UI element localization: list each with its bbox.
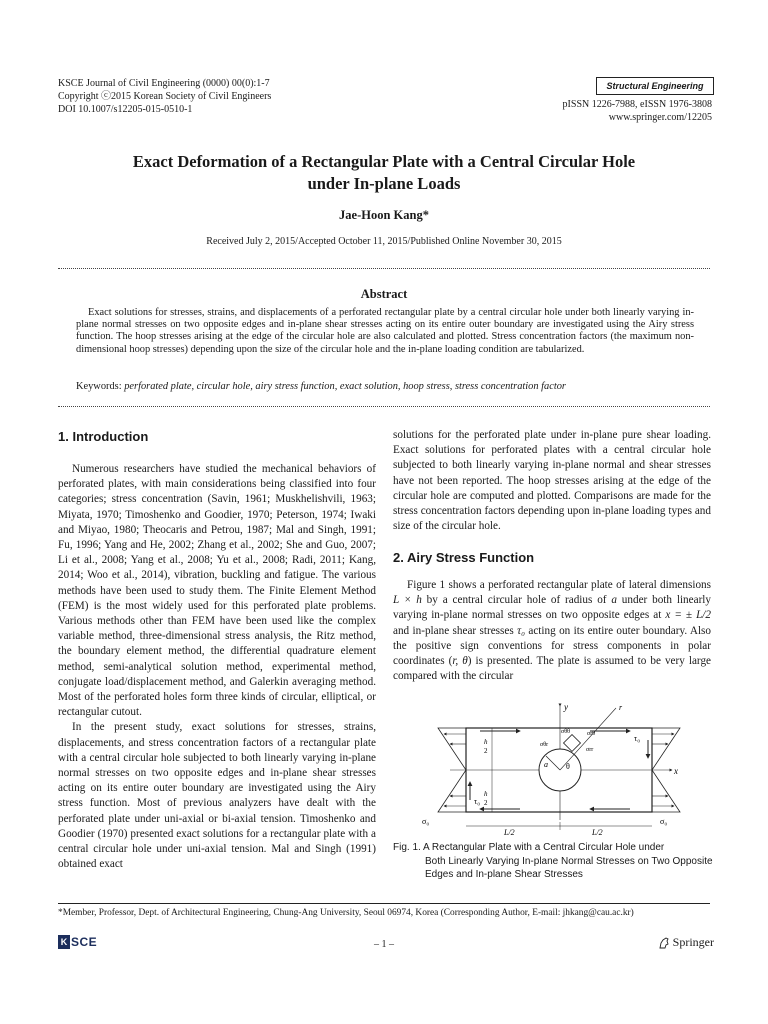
issn-block [563, 98, 712, 124]
r-label: r [619, 703, 623, 712]
abstract-heading: Abstract [360, 287, 408, 301]
airy-tau: τ₀ [517, 624, 525, 637]
keywords-label: Keywords: [76, 381, 122, 392]
springer-url: www.springer.com/12205 [608, 112, 712, 123]
dotted-divider-bottom [58, 406, 710, 407]
author-name: Jae-Hoon Kang* [339, 208, 429, 222]
footnote-rule [58, 903, 710, 904]
airy-paragraph-1 [393, 578, 711, 684]
title-line-1: Exact Deformation of a Rectangular Plate with a Central Circular Hole [132, 152, 636, 171]
intro-paragraph-1: Numerous researchers have studied the mechanical behaviors of perforated plates, with main considerations being classified into four categories; stress concentration (Savin, 1961; Muskhelishvili, 1963; Miyata, 1970; Timoshenko and Goodier, 1970; Peterson, 1974; Iwaki and Miyao, 1980; Theocaris and Petrou, 1987; Mal and Singh, 1991; Fu, 1996; Yang and He, 2002; Zhang et al., 2002; She and Guo, 2007; Li et al., 2008; Yang et al., 2008; Yu et al., 2008; Radi, 2011; Kang, 2014; Woo et al., 2014), vibration, buckling and fatigue. The various methods have been used to study them. The Finite Element Method (FEM) is the most widely used for this perforated plate problems. Various methods other than FEM have been used like the complex variable method, three-dimensional stress analysis, the Ritz method, the boundary element method, the differential quadrature element method, semi-analytical solution method, experimental method, conjugate load/displacement method, and Galerkin averaging method. Most of the perforated holes form three kinds of circular, elliptical, or rectangular cutout. [58, 463, 376, 719]
keywords [76, 380, 694, 393]
sigma-right-label: σ₀ [660, 817, 668, 826]
column-right-bottom [393, 578, 711, 684]
airy-text-f: ) is presented. The plate is assumed to be very large compared with the circular [393, 655, 712, 683]
theta-label: θ [566, 762, 570, 771]
section-badge: Structural Engineering [596, 77, 714, 95]
ksce-logo-text: SCE [71, 935, 98, 949]
h-top-den: 2 [484, 747, 488, 755]
sigma-rr-label: σrr [586, 747, 594, 753]
airy-text-d: and in-plane shear stresses [393, 624, 518, 637]
author-footnote: *Member, Professor, Dept. of Architectural Engineering, Chung-Ang University, Seoul 06974, Korea (Corresponding Author, E-mail: jhkang@cau.ac.kr) [58, 908, 634, 918]
springer-wordmark: Springer [672, 935, 714, 949]
l-left-label: L/2 [504, 828, 515, 837]
title-line-2: under In-plane Loads [307, 174, 461, 193]
tau-right-label: τ₀ [634, 734, 641, 743]
caption-rest: Both Linearly Varying In-plane Normal Stresses on Two Opposite Edges and In-plane Shear Stresses [425, 855, 713, 880]
airy-heading: 2. Airy Stress Function [393, 550, 535, 565]
introduction-heading: 1. Introduction [58, 429, 149, 444]
doi-line: DOI 10.1007/s12205-015-0510-1 [58, 104, 193, 115]
airy-text-e: acting on its entire outer boundary. Also the positive sign conventions for stress components in polar coordinates ( [393, 624, 712, 668]
springer-horse-icon [658, 937, 670, 949]
column-right-top [393, 428, 711, 534]
intro-paragraph-2: In the present study, exact solutions for stresses, strains, displacements, and stress concentration factors of a rectangular plate with a central circular hole subjected to both linearly varying in-plane normal stresses on two opposite edges and in-plane shear stresses acting on its entire outer boundary are investigated using the Airy stress function. Most of previous analyzers have dealt with the perforated plate under uni-axial or bi-axial tension. Timoshenko and Goodier (1970) presented exact solutions for a rectangular plate with a central circular hole under uni-axial tension. Mal and Singh (1991) obtained exact [58, 721, 376, 871]
h-bot-label: h [484, 790, 488, 798]
airy-text-c: under both linearly varying in-plane normal stresses on two opposite edges at [393, 594, 712, 622]
received-dates: Received July 2, 2015/Accepted October 11, 2015/Published Online November 30, 2015 [206, 236, 562, 247]
sigma-tr-label: σθr [540, 742, 549, 748]
page-number: – 1 – [374, 939, 394, 950]
article-title [60, 151, 708, 195]
caption-label: Fig. 1. [393, 842, 421, 853]
h-top-label: h [484, 738, 488, 746]
airy-radius-var: a [611, 594, 617, 607]
airy-text-b: by a central circular hole of radius of [421, 594, 612, 607]
journal-header [58, 77, 271, 116]
airy-polar: r, θ [452, 655, 468, 668]
intro-paragraph-3: solutions for the perforated plate under in-plane pure shear loading. Exact solutions for perforated plates with a central circular hole subjected to both linearly varying in-plane normal and shear stresses have not been reported. The hoop stresses arising at the edge of the circular hole are computed and plotted. Comparisons are made for the stress concentration factors depending upon in-plane loading types and size of the circular hole. [393, 429, 711, 533]
tau-left-label: τ₀ [474, 797, 481, 806]
sigma-left-label: σ₀ [422, 817, 430, 826]
sigma-theta-label: σθθ [561, 729, 570, 735]
caption-line-1: A Rectangular Plate with a Central Circular Hole under [423, 842, 665, 853]
journal-line: KSCE Journal of Civil Engineering (0000) 00(0):1-7 [58, 78, 270, 89]
a-label: a [544, 760, 548, 769]
l-right-label: L/2 [592, 828, 603, 837]
h-bot-den: 2 [484, 799, 488, 807]
stress-element [564, 735, 581, 752]
abstract-body: Exact solutions for stresses, strains, and displacements of a perforated rectangular plate by a central circular hole under both linearly varying in-plane normal stresses on two opposite edges and in-plane shear stresses acting on its entire outer boundary are investigated using the Airy stress function. The hoop stresses arising at the edge of the circular hole are also calculated and plotted. Stress concentration factors (the maximum non-dimensional hoop stresses) depending upon the size of the circular hole and the in-plane loading condition are tabularized. [76, 307, 694, 355]
figure-1-diagram [420, 700, 700, 840]
springer-logo [658, 935, 714, 950]
dotted-divider-top [58, 268, 710, 269]
airy-edge-eq: x = ± L/2 [665, 609, 711, 622]
x-axis-label: x [674, 766, 678, 776]
y-axis-label: y [564, 702, 568, 712]
ksce-logo-box: K [58, 935, 70, 949]
airy-text-a: Figure 1 shows a perforated rectangular plate of lateral dimensions [407, 579, 711, 591]
column-left [58, 462, 376, 872]
keywords-list: perforated plate, circular hole, airy stress function, exact solution, hoop stress, stress concentration factor [124, 381, 566, 392]
copyright-line: Copyright ⓒ2015 Korean Society of Civil Engineers [58, 91, 272, 102]
issn-line: pISSN 1226-7988, eISSN 1976-3808 [562, 99, 712, 110]
sigma-rt-label: σrθ [587, 731, 596, 737]
airy-dims: L × h [393, 594, 422, 607]
figure-caption [393, 841, 713, 882]
